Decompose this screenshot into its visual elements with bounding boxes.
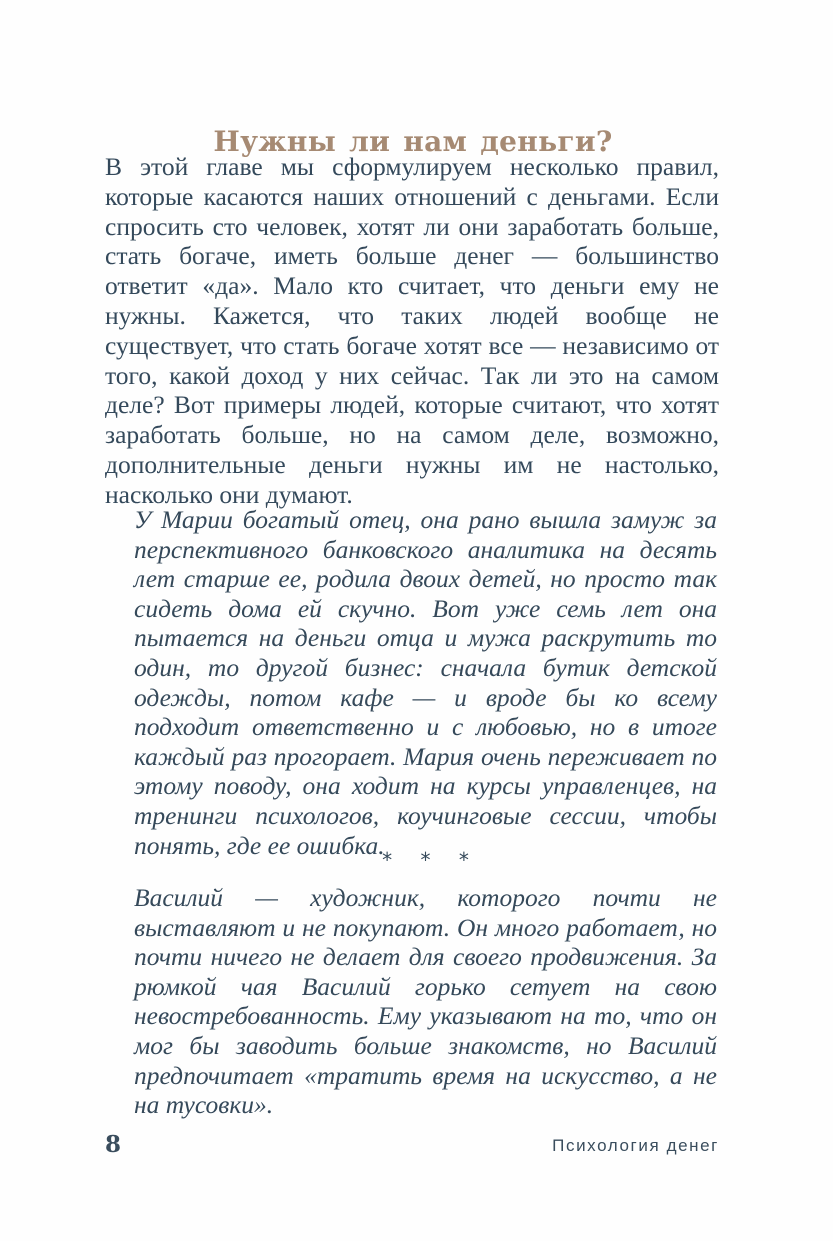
example-maria: У Марии богатый отец, она рано вышла замуж за перспективного банковского аналитика на десять лет старше ее, родила двоих детей, но просто так сидеть дома ей скучно. Вот уже семь лет она пытается на деньги отца и мужа раскрутить то один, то другой бизнес: сначала бутик детской одежды, потом кафе — и вроде бы ко всему подходит ответственно и с любовью, но в итоге каждый раз прогорает. Мария очень переживает по этому поводу, она ходит на курсы управленцев, на тренинги психологов, коучинговые сессии, чтобы понять, где ее ошибка. <box>134 505 717 860</box>
intro-paragraph: В этой главе мы сформулируем несколько правил, которые касаются наших отношений с деньгами. Если спросить сто человек, хотят ли они заработать больше, стать богаче, иметь больше денег — большинство ответит «да». Мало кто считает, что деньги ему не нужны. Кажется, что таких людей вообще не существует, что стать богаче хотят все — независимо от того, какой доход у них сейчас. Так ли это на самом деле? Вот примеры людей, которые считают, что хотят заработать больше, но на самом деле, возможно, дополнительные деньги нужны им не настолько, насколько они думают. <box>105 152 719 509</box>
section-separator: * * * <box>382 848 469 872</box>
page-number: 8 <box>105 1131 122 1158</box>
chapter-title: Нужны ли нам деньги? <box>213 124 613 158</box>
example-vasily: Василий — художник, которого почти не выставляют и не покупают. Он много работает, но почти ничего не делает для своего продвижения. За рюмкой чая Василий горько сетует на свою невостребованность. Ему указывают на то, что он мог бы заводить больше знакомств, но Василий предпочитает «тратить время на искусство, а не на тусовки». <box>134 883 717 1120</box>
running-title: Психология денег <box>552 1136 719 1155</box>
